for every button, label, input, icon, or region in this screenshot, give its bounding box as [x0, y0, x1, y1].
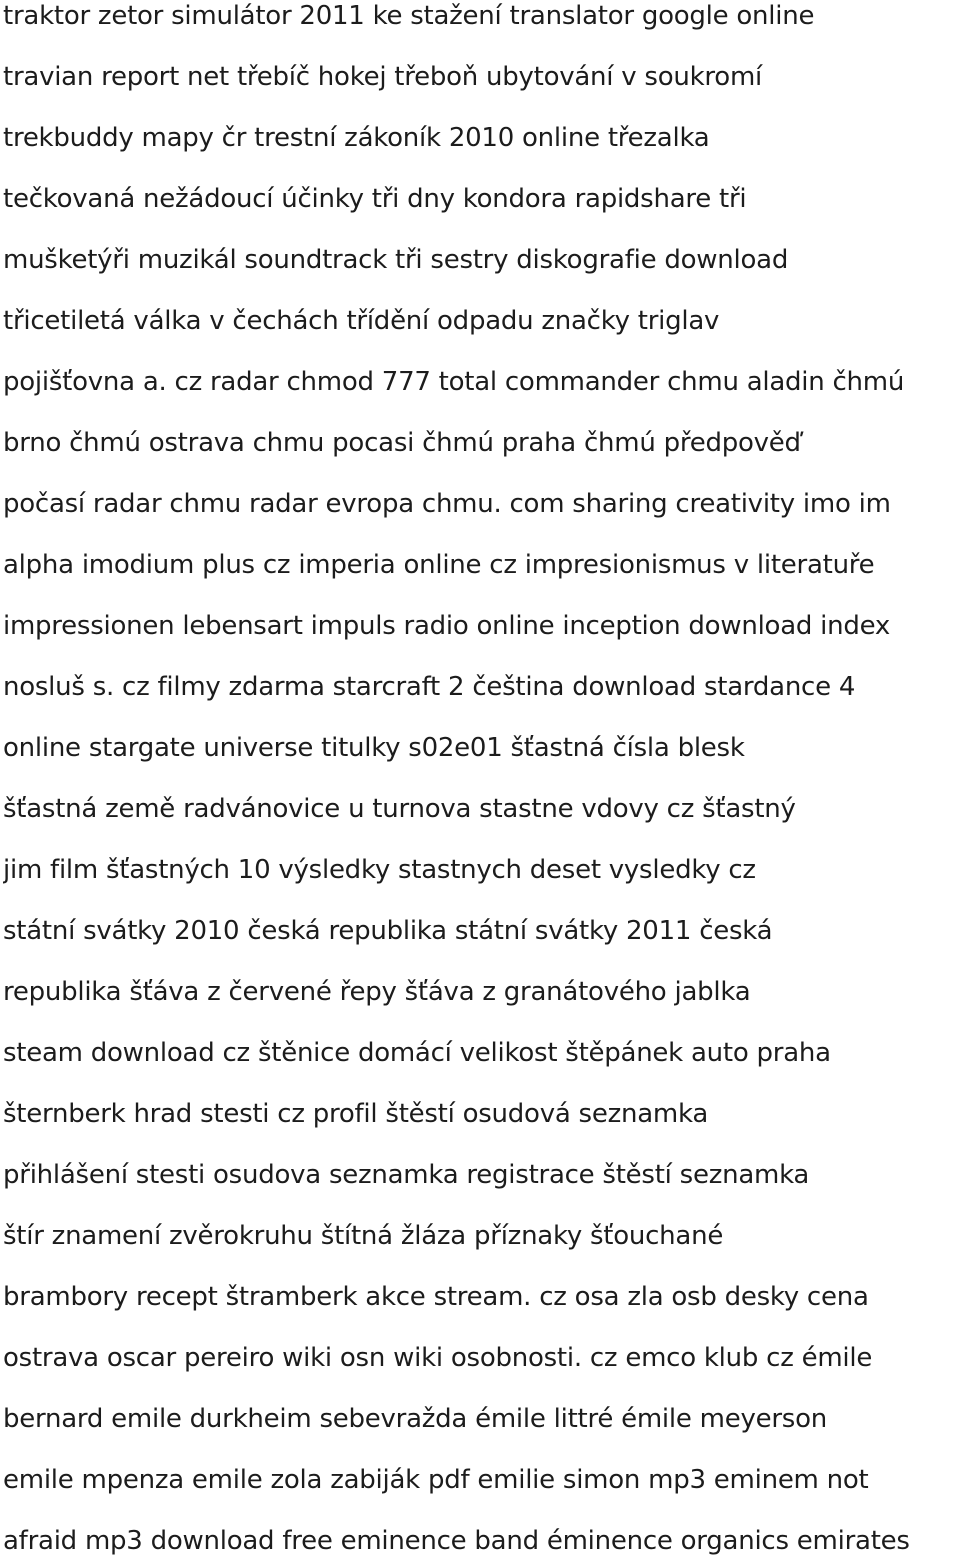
text-line-14: šťastná země radvánovice u turnova stastne vdovy cz šťastný [3, 794, 796, 824]
text-line-5: mušketýři muzikál soundtrack tři sestry diskografie download [3, 245, 789, 275]
text-line-12: nosluš s. cz filmy zdarma starcraft 2 čeština download stardance 4 [3, 672, 856, 702]
text-line-13: online stargate universe titulky s02e01 šťastná čísla blesk [3, 733, 745, 763]
text-line-3: trekbuddy mapy čr trestní zákoník 2010 online třezalka [3, 123, 710, 153]
text-line-22: brambory recept štramberk akce stream. cz osa zla osb desky cena [3, 1282, 869, 1312]
text-line-7: pojišťovna a. cz radar chmod 777 total commander chmu aladin čhmú [3, 367, 905, 397]
text-line-26: afraid mp3 download free eminence band éminence organics emirates [3, 1526, 910, 1556]
text-line-2: travian report net třebíč hokej třeboň ubytování v soukromí [3, 62, 762, 92]
text-line-15: jim film šťastných 10 výsledky stastnych deset vysledky cz [3, 855, 756, 885]
document-text-block [3, 0, 960, 1564]
text-line-1: traktor zetor simulátor 2011 ke stažení translator google online [3, 1, 815, 31]
text-line-8: brno čhmú ostrava chmu pocasi čhmú praha čhmú předpověď [3, 428, 801, 458]
text-line-6: třicetiletá válka v čechách třídění odpadu značky triglav [3, 306, 720, 336]
text-line-9: počasí radar chmu radar evropa chmu. com sharing creativity imo im [3, 489, 891, 519]
text-line-11: impressionen lebensart impuls radio online inception download index [3, 611, 891, 641]
text-line-25: emile mpenza emile zola zabiják pdf emilie simon mp3 eminem not [3, 1465, 869, 1495]
text-line-17: republika šťáva z červené řepy šťáva z granátového jablka [3, 977, 751, 1007]
text-line-16: státní svátky 2010 česká republika státní svátky 2011 česká [3, 916, 773, 946]
text-line-23: ostrava oscar pereiro wiki osn wiki osobnosti. cz emco klub cz émile [3, 1343, 873, 1373]
text-line-24: bernard emile durkheim sebevražda émile littré émile meyerson [3, 1404, 827, 1434]
text-line-10: alpha imodium plus cz imperia online cz impresionismus v literatuře [3, 550, 875, 580]
text-line-21: štír znamení zvěrokruhu štítná žláza příznaky šťouchané [3, 1221, 724, 1251]
text-line-4: tečkovaná nežádoucí účinky tři dny kondora rapidshare tři [3, 184, 747, 214]
text-line-18: steam download cz štěnice domácí velikost štěpánek auto praha [3, 1038, 831, 1068]
text-line-20: přihlášení stesti osudova seznamka registrace štěstí seznamka [3, 1160, 810, 1190]
text-line-19: šternberk hrad stesti cz profil štěstí osudová seznamka [3, 1099, 708, 1129]
